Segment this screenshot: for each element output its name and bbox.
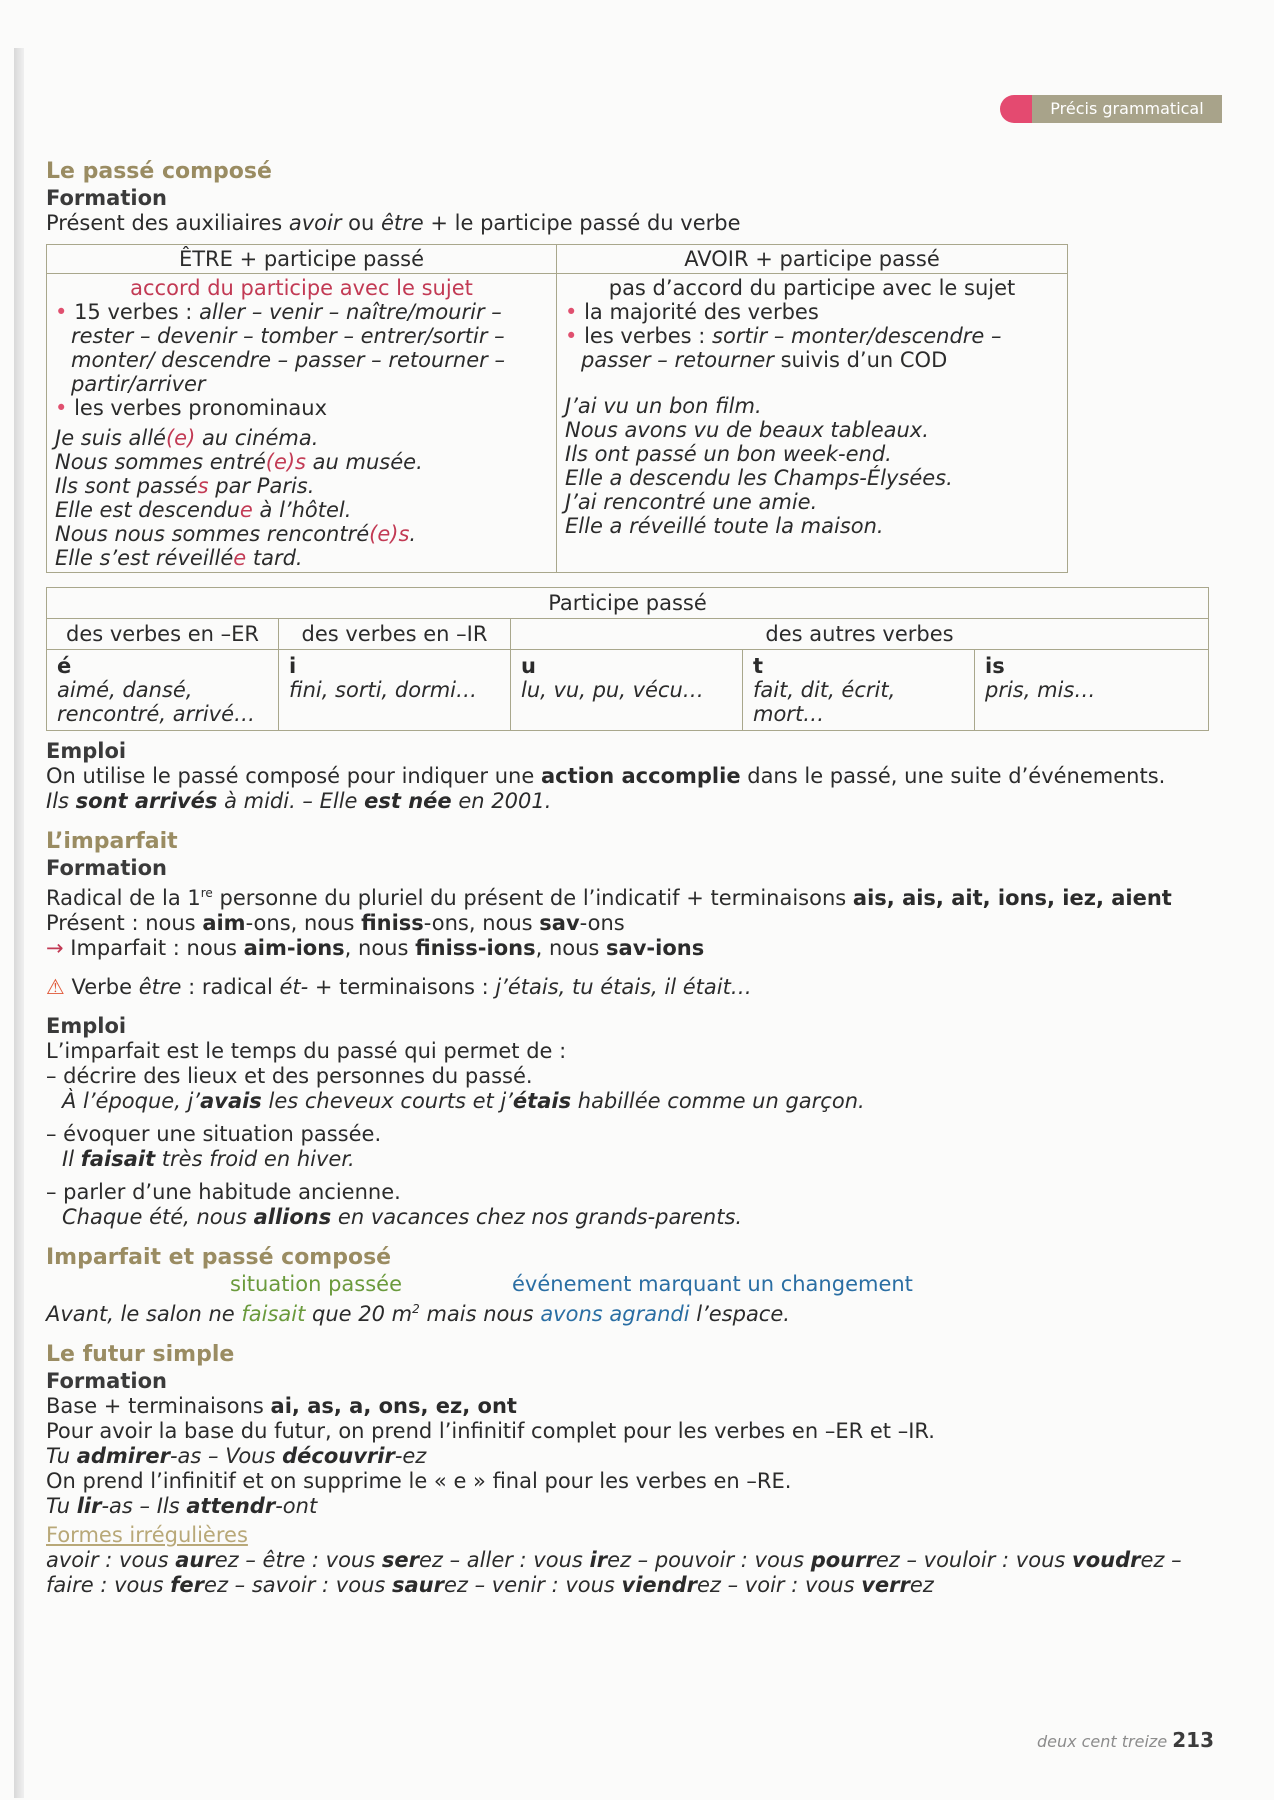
formation-heading: Formation <box>46 1369 167 1393</box>
participle-table <box>46 587 1209 731</box>
formation-heading: Formation <box>46 186 167 210</box>
imparfait-formation-1: Radical de la 1re personne du pluriel du présent de l’indicatif + terminaisons ais, ais, ait, ions, iez, aient <box>46 886 1172 910</box>
example-line: J’ai vu un bon film. <box>565 394 762 418</box>
example-line: Elle a descendu les Champs-Élysées. <box>565 466 953 490</box>
imparfait-warning: ⚠ Verbe être : radical ét- + terminaisons : j’étais, tu étais, il était… <box>46 975 752 999</box>
avoir-column-header: AVOIR + participe passé <box>557 245 1068 274</box>
participle-cell: is pris, mis… <box>975 650 1209 731</box>
example-line: Elle s’est réveillée tard. <box>55 546 303 570</box>
label-situation-passee: situation passée <box>230 1272 403 1296</box>
imparfait-emploi-3: – parler d’une habitude ancienne. <box>46 1180 401 1204</box>
avoir-bullet-2: • les verbes : sortir – monter/descendre – passer – retourner suivis d’un COD <box>565 324 1002 372</box>
etre-bullet-2: • les verbes pronominaux <box>55 396 327 420</box>
example-line: J’ai rencontré une amie. <box>565 490 818 514</box>
imparfait-emploi-intro: L’imparfait est le temps du passé qui permet de : <box>46 1039 567 1063</box>
annotation-labels <box>46 1272 1226 1297</box>
etre-bullet-1: • 15 verbes : aller – venir – naître/mourir – rester – devenir – tomber – entrer/sortir – monter/ descendre – passer – retourner – partir/arriver <box>55 300 505 396</box>
emploi-heading: Emploi <box>46 1014 127 1038</box>
avoir-column <box>557 274 1068 573</box>
warning-icon: ⚠ <box>46 975 65 999</box>
etre-rule: accord du participe avec le sujet <box>130 276 473 300</box>
section-title-imparfait-passe-compose: Imparfait et passé composé <box>46 1245 392 1270</box>
futur-example-1: Tu admirer-as – Vous découvrir-ez <box>46 1444 427 1468</box>
page-binding-edge <box>14 48 24 1798</box>
example-line: Elle a réveillé toute la maison. <box>565 514 884 538</box>
example-line: Nous avons vu de beaux tableaux. <box>565 418 929 442</box>
imparfait-pc-example: Avant, le salon ne faisait que 20 $m^2$ mais nous avons agrandi l’espace. <box>46 1302 790 1326</box>
example-line: Ils sont passés par Paris. <box>55 474 315 498</box>
emploi-example: Ils sont arrivés à midi. – Elle est née en 2001. <box>46 789 552 813</box>
participle-cell: é aimé, dansé, rencontré, arrivé… <box>47 650 279 731</box>
emploi-text: On utilise le passé composé pour indiquer une action accomplie dans le passé, une suite d’événements. <box>46 764 1166 788</box>
formation-heading: Formation <box>46 856 167 880</box>
futur-formation-2: Pour avoir la base du futur, on prend l’infinitif complet pour les verbes en –ER et –IR. <box>46 1419 935 1443</box>
section-badge <box>1000 95 1222 123</box>
etre-examples <box>55 426 548 570</box>
irregular-forms-heading: Formes irrégulières <box>46 1523 248 1547</box>
example-line: Je suis allé(e) au cinéma. <box>55 426 319 450</box>
auxiliary-table <box>46 244 1068 573</box>
futur-formation-1: Base + terminaisons ai, as, a, ons, ez, ont <box>46 1394 517 1418</box>
participle-cell: u lu, vu, pu, vécu… <box>511 650 743 731</box>
participle-er-header: des verbes en –ER <box>47 619 279 650</box>
avoir-examples <box>565 394 1059 538</box>
avoir-bullet-1: • la majorité des verbes <box>565 300 819 324</box>
section-title-passe-compose: Le passé composé <box>46 159 272 184</box>
irregular-forms-2: faire : vous ferez – savoir : vous saurez – venir : vous viendrez – voir : vous verrez <box>46 1573 934 1597</box>
futur-example-2: Tu lir-as – Ils attendr-ont <box>46 1494 318 1518</box>
example-line: Elle est descendue à l’hôtel. <box>55 498 352 522</box>
section-title-imparfait: L’imparfait <box>46 829 178 854</box>
etre-column-header: ÊTRE + participe passé <box>47 245 557 274</box>
imparfait-formation-3: → Imparfait : nous aim-ions, nous finiss-ions, nous sav-ions <box>46 936 705 960</box>
irregular-forms-1: avoir : vous aurez – être : vous serez – aller : vous irez – pouvoir : vous pourrez – vouloir : vous voudrez – <box>46 1548 1182 1572</box>
imparfait-example-3: Chaque été, nous allions en vacances chez nos grands-parents. <box>62 1205 743 1229</box>
etre-column <box>47 274 557 573</box>
participle-header: Participe passé <box>47 588 1209 619</box>
emploi-heading: Emploi <box>46 739 127 763</box>
imparfait-example-1: À l’époque, j’avais les cheveux courts et j’étais habillée comme un garçon. <box>62 1089 865 1113</box>
main-content <box>46 158 1226 1598</box>
avoir-rule: pas d’accord du participe avec le sujet <box>608 276 1016 300</box>
participle-cell: t fait, dit, écrit, mort… <box>743 650 975 731</box>
futur-formation-3: On prend l’infinitif et on supprime le « e » final pour les verbes en –RE. <box>46 1469 792 1493</box>
participle-other-header: des autres verbes <box>511 619 1209 650</box>
badge-label: Précis grammatical <box>1032 95 1222 123</box>
label-evenement: événement marquant un changement <box>512 1272 913 1296</box>
participle-ir-header: des verbes en –IR <box>279 619 511 650</box>
page-footer <box>1037 1728 1214 1752</box>
imparfait-emploi-2: – évoquer une situation passée. <box>46 1122 382 1146</box>
example-line: Nous nous sommes rencontré(e)s. <box>55 522 417 546</box>
example-line: Nous sommes entré(e)s au musée. <box>55 450 423 474</box>
example-line: Ils ont passé un bon week-end. <box>565 442 892 466</box>
participle-cell: i fini, sorti, dormi… <box>279 650 511 731</box>
page-number: 213 <box>1172 1728 1214 1752</box>
page-number-words: deux cent treize <box>1036 1732 1168 1751</box>
formation-text: Présent des auxiliaires avoir ou être + le participe passé du verbe <box>46 211 741 235</box>
arrow-icon: → <box>46 936 64 960</box>
imparfait-example-2: Il faisait très froid en hiver. <box>62 1147 355 1171</box>
imparfait-formation-2: Présent : nous aim-ons, nous finiss-ons, nous sav-ons <box>46 911 625 935</box>
section-title-futur-simple: Le futur simple <box>46 1342 235 1367</box>
imparfait-emploi-1: – décrire des lieux et des personnes du passé. <box>46 1064 533 1088</box>
